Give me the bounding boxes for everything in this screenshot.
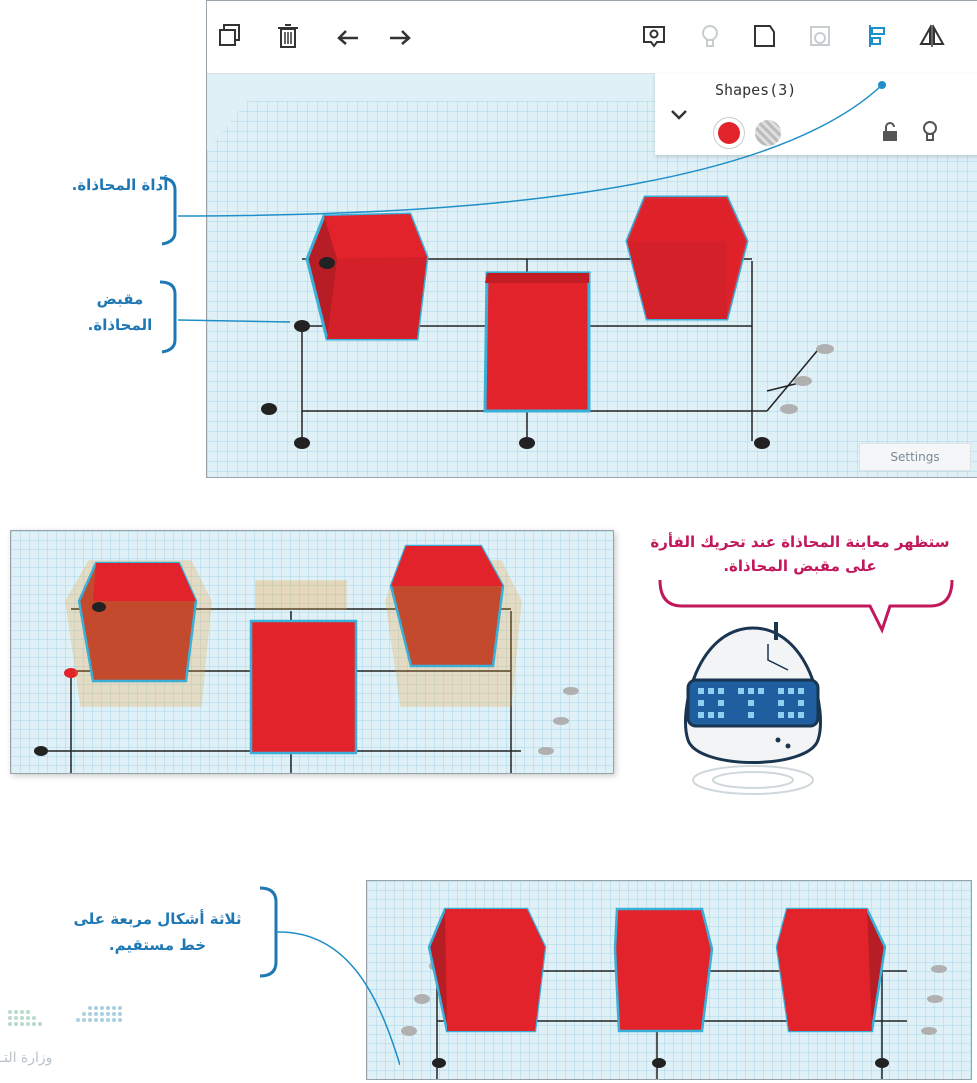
speech-text: ستظهر معاينة المحاذاة عند تحريك الفأرة على مقبض المحاذاة. bbox=[650, 533, 950, 575]
workspace-panel-aligned bbox=[366, 880, 972, 1080]
robot-icon bbox=[668, 620, 838, 800]
settings-tab[interactable]: Settings bbox=[859, 443, 971, 471]
callout-align-tool: أداة المحاذاة. bbox=[71, 176, 169, 194]
callout-connector-bottom bbox=[240, 880, 400, 1070]
aligned-grid bbox=[367, 881, 971, 1079]
workspace-panel-preview bbox=[10, 530, 614, 774]
ministry-text: وزارة التـ bbox=[0, 1050, 53, 1066]
preview-grid bbox=[11, 531, 613, 773]
inspector-title: Shapes(3) bbox=[715, 81, 797, 99]
callout-three-shapes: ثلاثة أشكال مربعة على خط مستقيم. bbox=[73, 910, 242, 954]
callout-connectors bbox=[0, 0, 977, 500]
callout-align-handle: مقبض المحاذاة. bbox=[87, 290, 153, 334]
ministry-logo-icon bbox=[0, 1000, 130, 1050]
